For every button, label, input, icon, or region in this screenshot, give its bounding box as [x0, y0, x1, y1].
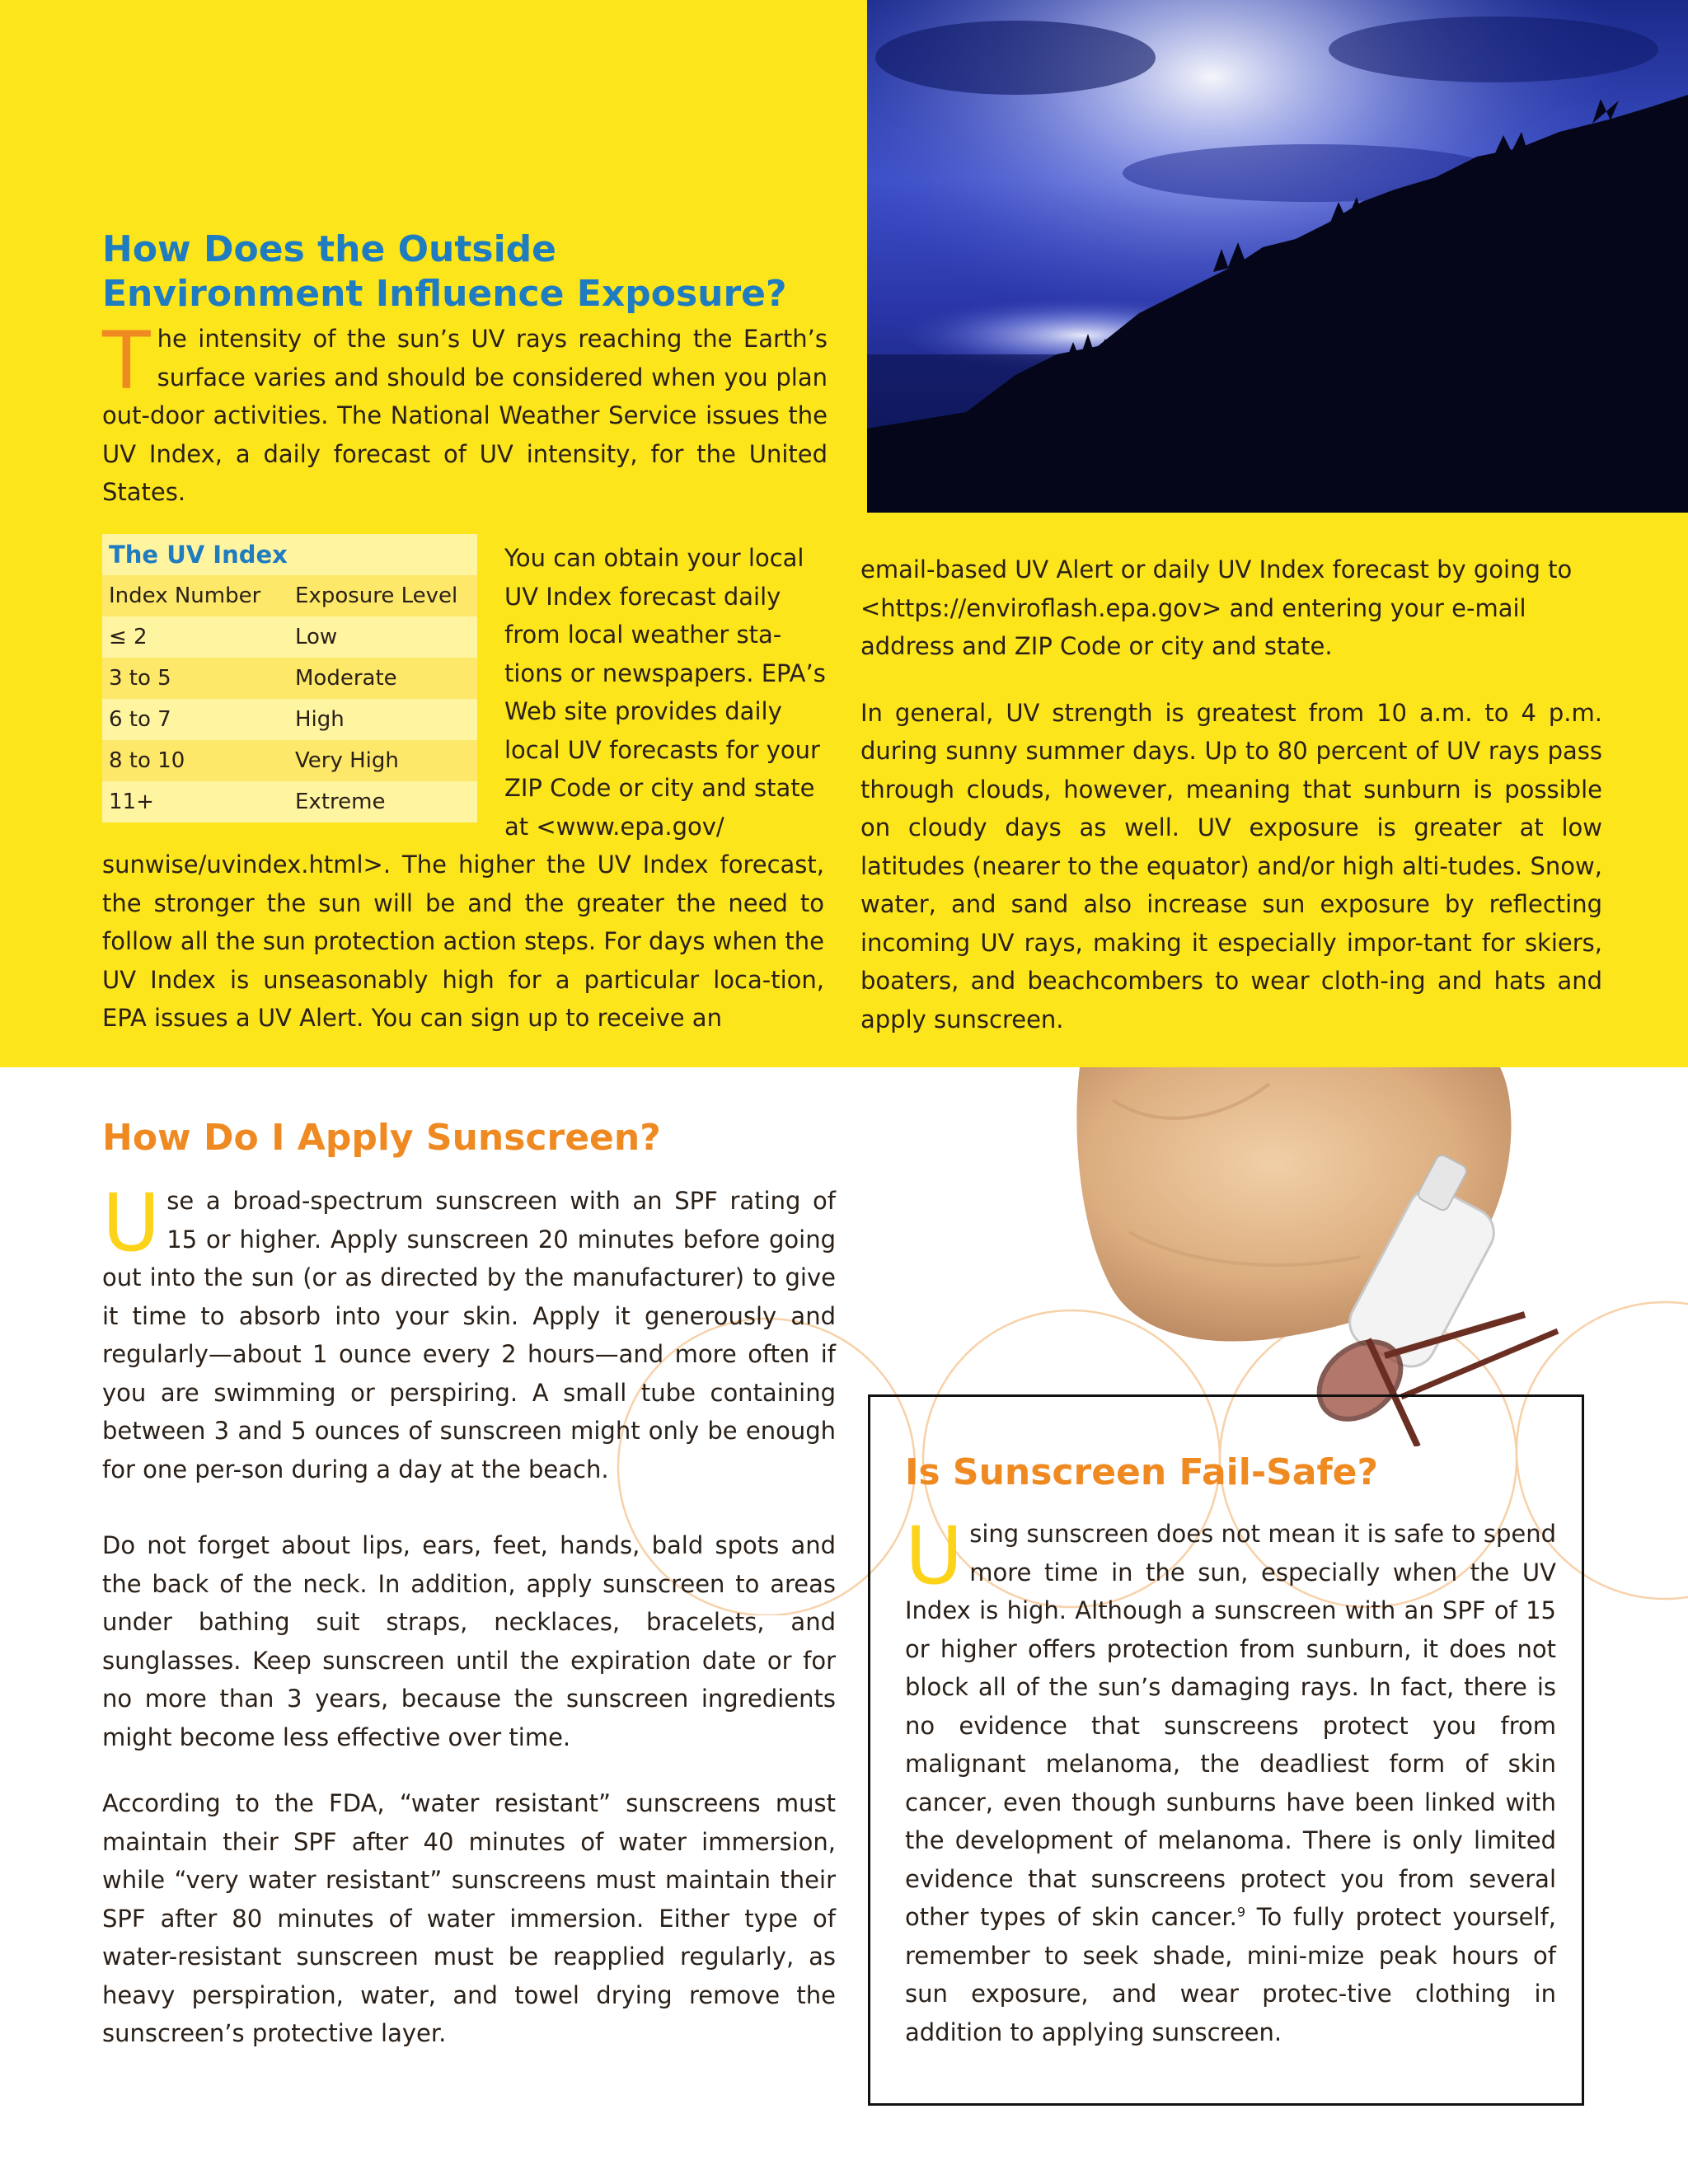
fail-safe-body: [905, 1510, 1556, 2051]
fail-safe-text: sing sunscreen does not mean it is safe to spend more time in the sun, especially when the UV Index is high. Although a sunscreen with an SPF of 15 or higher offers protection from sunburn, it does not block all of the sun’s damaging rays. In fact, there is no evidence that sunscreens protect you from malignant melanoma, the deadliest form of skin cancer, even though sunburns have been linked with the development of melanoma. There is only limited evidence that sunscreens protect you from several other types of skin cancer.: [905, 1520, 1556, 1931]
apply-sunscreen-heading: How Do I Apply Sunscreen?: [102, 1117, 661, 1159]
hat-sunscreen-sunglasses-image: [1063, 1067, 1574, 1446]
table-row: [102, 699, 477, 740]
intro-paragraph: [102, 315, 828, 512]
fail-safe-text-end: To fully protect yourself, remember to seek shade, mini-mize peak hours of sun exposure, and wear protec-tive clothing in addition to applying sunscreen.: [905, 1903, 1556, 2046]
right-column-top: [860, 551, 1602, 1038]
table-row: [102, 616, 477, 658]
column-header-index-number: Index Number: [109, 583, 261, 608]
apply-paragraph-2: Do not forget about lips, ears, feet, hands, bald spots and the back of the neck. In addition, apply sunscreen to areas under bathing suit straps, necklaces, bracelets, and sunglasses. Keep sunscreen until the expiration date or for no more than 3 years, because the sunscreen ingredients might become less effective over time.: [102, 1531, 836, 1751]
index-cell: ≤ 2: [109, 625, 148, 649]
continued-text: sunwise/uvindex.html>. The higher the UV Index forecast, the stronger the sun will be and the greater the need to follow all the sun protection action steps. For days when the UV Index is unseasonably high for a particular loca-tion, EPA issues a UV Alert. You can sign up to receive an: [102, 851, 824, 1032]
apply-paragraph-1: [102, 1177, 836, 1488]
uv-table-header-row: [102, 575, 477, 616]
level-cell: Moderate: [295, 666, 397, 691]
level-cell: Very High: [295, 748, 399, 773]
index-cell: 11+: [109, 790, 154, 814]
column-header-exposure-level: Exposure Level: [295, 583, 458, 608]
apply-paragraph-3: According to the FDA, “water resistant” sunscreens must maintain their SPF after 40 minutes of water immersion, while “very water resistant” sunscreens must maintain their SPF after 80 minutes of water immersion. Either type of water-resistant sunscreen must be reapplied regularly, as heavy perspiration, water, and towel drying remove the sunscreen’s protective layer.: [102, 1789, 836, 2047]
drop-cap-u: U: [102, 1177, 161, 1269]
apply-sunscreen-body: [102, 1177, 836, 2053]
drop-cap-u-failsafe: U: [905, 1510, 964, 1602]
apply-text-1: se a broad-spectrum sunscreen with an SPF rating of 15 or higher. Apply sunscreen 20 minutes before going out into the sun (or as directed by the manufacturer) to give it time to absorb into your skin. Apply it generously and regularly—about 1 ounce every 2 hours—and more often if you are swimming or perspiring. A small tube containing between 3 and 5 ounces of sunscreen might only be enough for one per-son during a day at the beach.: [102, 1187, 836, 1483]
uv-index-table: [102, 534, 477, 823]
uv-table-title: The UV Index: [109, 541, 288, 569]
fail-safe-heading: Is Sunscreen Fail-Safe?: [905, 1451, 1378, 1493]
beside-table-text: You can obtain your local UV Index forecast daily from local weather sta-tions or newspapers. EPA’s Web site provides daily local UV forecasts for your ZIP Code or city and state at <www.epa.gov/: [504, 544, 826, 841]
drop-cap-t: T: [102, 315, 151, 407]
level-cell: Extreme: [295, 790, 386, 814]
intro-text: he intensity of the sun’s UV rays reaching the Earth’s surface varies and should be considered when you plan out-door activities. The National Weather Service issues the UV Index, a daily forecast of UV intensity, for the United States.: [102, 325, 828, 506]
index-cell: 3 to 5: [109, 666, 171, 691]
heading-line-1: How Does the Outside: [102, 228, 557, 270]
table-row: [102, 658, 477, 699]
table-row: [102, 781, 477, 823]
footnote-marker: 9: [1236, 1904, 1245, 1920]
table-row: [102, 740, 477, 781]
heading-line-2: Environment Influence Exposure?: [102, 273, 787, 315]
sky-ocean-photo: [867, 0, 1688, 513]
apply-sunscreen-heading-wrap: [102, 1116, 844, 1160]
index-cell: 8 to 10: [109, 748, 185, 773]
uv-alert-paragraph: email-based UV Alert or daily UV Index forecast by going to <https://enviroflash.epa.gov> and entering your e-mail address and ZIP Code or city and state.: [860, 555, 1573, 660]
uv-strength-paragraph: In general, UV strength is greatest from 10 a.m. to 4 p.m. during sunny summer days. Up to 80 percent of UV rays pass through clouds, however, meaning that sunburn is possible on cloudy days as well. UV exposure is greater at low latitudes (nearer to the equator) and/or high alti-tudes. Snow, water, and sand also increase sun exposure by reflecting incoming UV rays, making it especially impor-tant for skiers, boaters, and beachcombers to wear cloth-ing and hats and apply sunscreen.: [860, 698, 1602, 1033]
outside-environment-heading: [102, 227, 844, 316]
fail-safe-heading-wrap: [905, 1451, 1564, 1495]
index-cell: 6 to 7: [109, 707, 171, 732]
level-cell: High: [295, 707, 345, 732]
level-cell: Low: [295, 625, 338, 649]
